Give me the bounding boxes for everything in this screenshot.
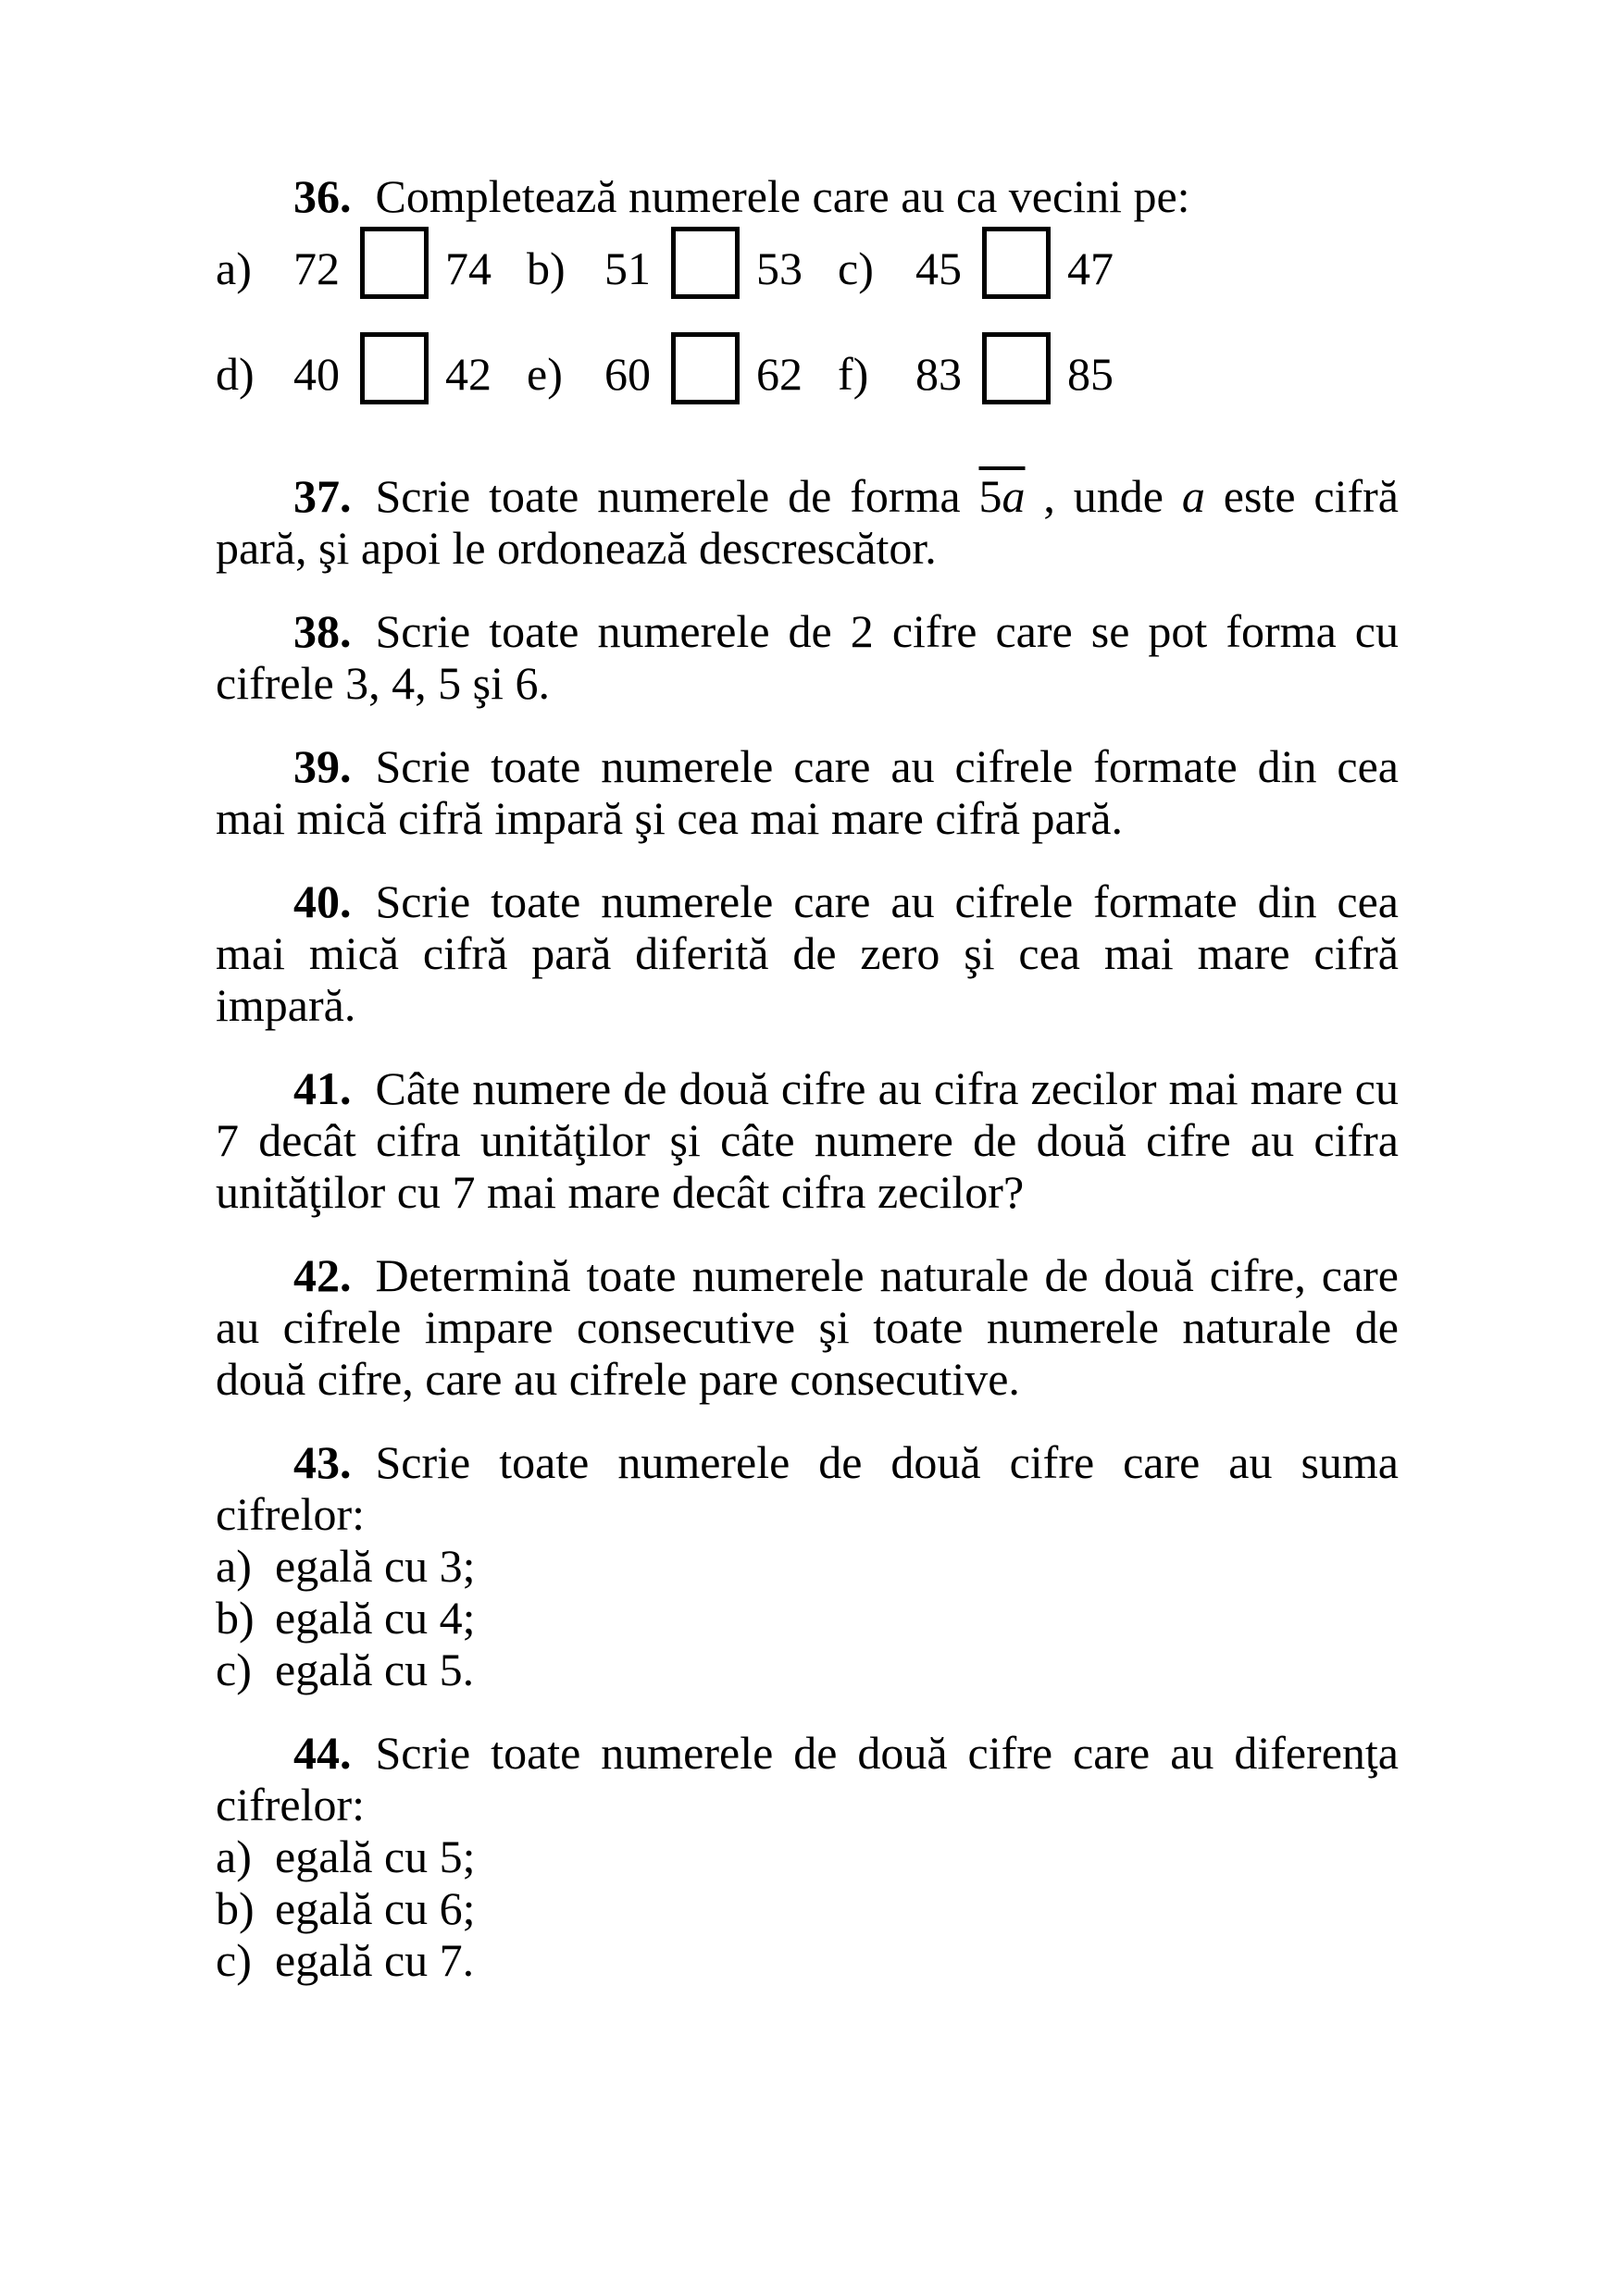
exercise-number: 40. xyxy=(293,875,352,927)
exercise-text: impară. xyxy=(216,979,356,1031)
exercise-42-line-1 xyxy=(216,1249,1399,1301)
right-neighbor-number: 85 xyxy=(1067,348,1114,400)
fill-row xyxy=(216,228,1399,309)
exercise-text: Scrie toate numerele de 2 cifre care se pot forma cu xyxy=(375,605,1399,657)
exercise-text: mai mică cifră pară diferită de zero şi cea mai mare cifră xyxy=(216,927,1399,979)
exercise-39-line-2 xyxy=(216,792,1399,844)
overline-math: $\overline{a}$ xyxy=(1002,470,1026,522)
exercise-text: Scrie toate numerele de forma xyxy=(375,470,979,522)
exercise-44-line-2 xyxy=(216,1779,1399,1831)
exercise-text: cifrelor: xyxy=(216,1488,366,1540)
exercise-number: 41. xyxy=(293,1062,352,1114)
sub-item-text: egală cu 5. xyxy=(275,1644,475,1695)
exercise-text: Scrie toate numerele care au cifrele formate din cea xyxy=(375,875,1399,927)
exercise-38-line-2 xyxy=(216,657,1399,709)
answer-box xyxy=(982,332,1051,404)
right-neighbor-number: 53 xyxy=(756,242,803,294)
exercise-number: 44. xyxy=(293,1727,352,1779)
exercise-43-sub-item-a xyxy=(216,1540,1399,1592)
sub-item-text: egală cu 4; xyxy=(275,1592,476,1644)
exercise-text: , unde xyxy=(1025,470,1182,522)
exercise-41-line-1 xyxy=(216,1062,1399,1114)
exercise-44-sub-item-b xyxy=(216,1882,1399,1934)
sub-item-label: a) xyxy=(216,1831,252,1882)
exercise-37-line-1 xyxy=(216,470,1399,522)
right-neighbor-number: 62 xyxy=(756,348,803,400)
exercise-36 xyxy=(216,170,1399,415)
exercise-37 xyxy=(216,470,1399,574)
exercise-43-sub-item-b xyxy=(216,1592,1399,1644)
right-neighbor-number: 74 xyxy=(445,242,492,294)
exercise-44-line-1 xyxy=(216,1727,1399,1779)
exercise-40 xyxy=(216,875,1399,1031)
exercise-43-sub-item-c xyxy=(216,1644,1399,1695)
exercise-40-line-3 xyxy=(216,979,1399,1031)
exercise-37-line-2 xyxy=(216,522,1399,574)
left-neighbor-number: 72 xyxy=(293,242,340,294)
exercise-text: Determină toate numerele naturale de două cifre, care xyxy=(375,1249,1399,1301)
sub-item-text: egală cu 6; xyxy=(275,1882,476,1934)
fill-row xyxy=(216,333,1399,415)
exercise-42-line-2 xyxy=(216,1301,1399,1353)
sub-item-label: b) xyxy=(216,1592,255,1644)
exercise-40-line-1 xyxy=(216,875,1399,927)
exercise-text: 7 decât cifra unităţilor şi câte numere de două cifre au cifra xyxy=(216,1114,1399,1166)
answer-box xyxy=(671,332,740,404)
fill-group-a xyxy=(216,232,527,304)
exercise-42 xyxy=(216,1249,1399,1405)
exercise-text: a xyxy=(1181,470,1205,522)
fill-item-label: d) xyxy=(216,348,255,400)
left-neighbor-number: 83 xyxy=(915,348,962,400)
overline-math: 5 xyxy=(978,470,1002,522)
exercise-number: 37. xyxy=(293,470,352,522)
exercise-43 xyxy=(216,1436,1399,1695)
sub-item-text: egală cu 3; xyxy=(275,1540,476,1592)
exercise-44 xyxy=(216,1727,1399,1986)
exercise-number: 43. xyxy=(293,1436,352,1488)
fill-item-label: f) xyxy=(838,348,869,400)
fill-group-c xyxy=(838,232,1114,304)
answer-box xyxy=(982,227,1051,299)
exercise-text: pară, şi apoi le ordonează descrescător. xyxy=(216,522,937,574)
exercise-41-line-2 xyxy=(216,1114,1399,1166)
right-neighbor-number: 42 xyxy=(445,348,492,400)
exercise-42-line-3 xyxy=(216,1353,1399,1405)
left-neighbor-number: 45 xyxy=(915,242,962,294)
fill-item-label: b) xyxy=(527,242,566,294)
exercise-38 xyxy=(216,605,1399,709)
exercise-number: 36. xyxy=(293,170,352,222)
sub-item-label: c) xyxy=(216,1934,252,1986)
exercise-text: cifrele 3, 4, 5 şi 6. xyxy=(216,657,551,709)
exercise-39 xyxy=(216,740,1399,844)
exercise-text: este cifră xyxy=(1204,470,1399,522)
exercise-number: 39. xyxy=(293,740,352,792)
exercise-38-line-1 xyxy=(216,605,1399,657)
answer-box xyxy=(360,332,429,404)
sub-item-label: b) xyxy=(216,1882,255,1934)
exercise-text: două cifre, care au cifrele pare consecutive. xyxy=(216,1353,1020,1405)
sub-item-label: c) xyxy=(216,1644,252,1695)
exercise-36-line-1 xyxy=(216,170,1399,222)
sub-item-text: egală cu 5; xyxy=(275,1831,476,1882)
exercise-text: unităţilor cu 7 mai mare decât cifra zecilor? xyxy=(216,1166,1025,1218)
exercise-number: 38. xyxy=(293,605,352,657)
answer-box xyxy=(360,227,429,299)
exercise-text: cifrelor: xyxy=(216,1779,366,1831)
fill-item-label: e) xyxy=(527,348,563,400)
exercise-text: Scrie toate numerele de două cifre care au diferenţa xyxy=(375,1727,1399,1779)
exercise-number: 42. xyxy=(293,1249,352,1301)
exercise-43-line-2 xyxy=(216,1488,1399,1540)
exercise-41 xyxy=(216,1062,1399,1218)
left-neighbor-number: 40 xyxy=(293,348,340,400)
exercise-39-line-1 xyxy=(216,740,1399,792)
left-neighbor-number: 60 xyxy=(604,348,651,400)
exercise-text: mai mică cifră impară şi cea mai mare cifră pară. xyxy=(216,792,1123,844)
sub-item-label: a) xyxy=(216,1540,252,1592)
exercise-44-sub-item-c xyxy=(216,1934,1399,1986)
fill-group-f xyxy=(838,338,1114,410)
exercise-text: Câte numere de două cifre au cifra zecilor mai mare cu xyxy=(375,1062,1399,1114)
exercise-list xyxy=(216,170,1399,1986)
answer-box xyxy=(671,227,740,299)
exercise-text: Scrie toate numerele de două cifre care au suma xyxy=(375,1436,1399,1488)
exercise-44-sub-item-a xyxy=(216,1831,1399,1882)
fill-group-e xyxy=(527,338,838,410)
right-neighbor-number: 47 xyxy=(1067,242,1114,294)
sub-item-text: egală cu 7. xyxy=(275,1934,475,1986)
fill-group-b xyxy=(527,232,838,304)
exercise-40-line-2 xyxy=(216,927,1399,979)
exercise-43-line-1 xyxy=(216,1436,1399,1488)
exercise-text: Scrie toate numerele care au cifrele formate din cea xyxy=(375,740,1399,792)
exercise-41-line-3 xyxy=(216,1166,1399,1218)
exercise-text: au cifrele impare consecutive şi toate numerele naturale de xyxy=(216,1301,1399,1353)
fill-item-label: a) xyxy=(216,242,252,294)
fill-group-d xyxy=(216,338,527,410)
exercise-text: Completează numerele care au ca vecini pe: xyxy=(375,170,1190,222)
left-neighbor-number: 51 xyxy=(604,242,651,294)
fill-item-label: c) xyxy=(838,242,874,294)
